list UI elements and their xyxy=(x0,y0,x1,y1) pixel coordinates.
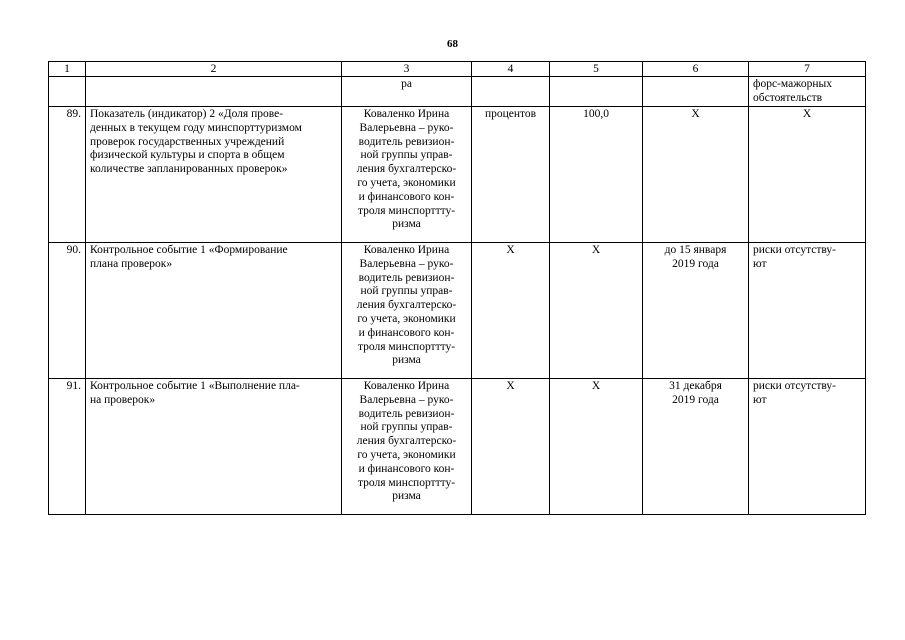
cont-cell-3: ра xyxy=(342,77,472,107)
col-header-2: 2 xyxy=(86,62,342,77)
responsible-person-cell xyxy=(342,243,472,379)
responsible-person-cell xyxy=(342,379,472,515)
row-number-cell: 90. xyxy=(49,243,86,379)
value-cell: X xyxy=(550,379,643,515)
risk-line: X xyxy=(802,108,812,120)
responsible-person-line: водитель ревизион- xyxy=(358,407,455,420)
col-header-4: 4 xyxy=(472,62,550,77)
deadline-line: 31 декабря xyxy=(669,380,722,392)
deadline-line: X xyxy=(691,108,700,120)
table-row xyxy=(49,379,866,515)
responsible-person-line: Коваленко Ирина xyxy=(363,380,450,392)
risk-line: риски отсутству- xyxy=(753,380,837,392)
responsible-person-line: и финансового кон- xyxy=(358,326,455,339)
indicator-name-cell xyxy=(86,107,342,243)
indicator-name-line: денных в текущем году минспорттуризмом xyxy=(90,121,302,134)
cont-cell-6 xyxy=(643,77,749,107)
indicator-name-line: Контрольное событие 1 «Выполнение пла- xyxy=(90,380,300,392)
col-header-7: 7 xyxy=(749,62,866,77)
risk-cell xyxy=(749,379,866,515)
col-header-3: 3 xyxy=(342,62,472,77)
responsible-person-line: водитель ревизион- xyxy=(358,271,455,284)
responsible-person-line: ления бухгалтерско- xyxy=(356,435,457,448)
deadline-line: до 15 января xyxy=(664,244,727,256)
column-number-row xyxy=(49,62,866,77)
responsible-person-line: ления бухгалтерско- xyxy=(356,299,457,312)
plan-table xyxy=(48,61,866,515)
deadline-cell xyxy=(643,379,749,515)
page-number: 68 xyxy=(447,38,458,50)
responsible-person-line: троля минспорттту- xyxy=(357,204,456,217)
responsible-person-line: го учета, экономики xyxy=(357,448,456,461)
deadline-line: 2019 года xyxy=(672,257,719,270)
deadline-cell xyxy=(643,107,749,243)
responsible-person-line: Коваленко Ирина xyxy=(363,108,450,120)
unit-cell: X xyxy=(472,243,550,379)
responsible-person-line: ризма xyxy=(392,354,421,367)
col-header-6: 6 xyxy=(643,62,749,77)
responsible-person-line: го учета, экономики xyxy=(357,176,456,189)
indicator-name-line: проверок государственных учреждений xyxy=(90,135,285,148)
responsible-person-line: Коваленко Ирина xyxy=(363,244,450,256)
responsible-person-line: ной группы управ- xyxy=(360,149,453,162)
responsible-person-line: ления бухгалтерско- xyxy=(356,163,457,176)
responsible-person-line: ризма xyxy=(392,218,421,231)
cont-cell-7-line: форс-мажорных xyxy=(753,78,832,90)
responsible-person-line: водитель ревизион- xyxy=(358,135,455,148)
unit-cell: процентов xyxy=(472,107,550,243)
cont-cell-7 xyxy=(749,77,866,107)
indicator-name-line: Контрольное событие 1 «Формирование xyxy=(90,244,288,256)
indicator-name-line: Показатель (индикатор) 2 «Доля прове- xyxy=(90,108,284,120)
responsible-person-line: ной группы управ- xyxy=(360,421,453,434)
responsible-person-cell xyxy=(342,107,472,243)
responsible-person-line: и финансового кон- xyxy=(358,462,455,475)
value-cell: 100,0 xyxy=(550,107,643,243)
responsible-person-line: го учета, экономики xyxy=(357,312,456,325)
indicator-name-cell xyxy=(86,243,342,379)
indicator-name-line: количестве запланированных проверок» xyxy=(90,163,288,176)
cont-cell-1 xyxy=(49,77,86,107)
responsible-person-line: Валерьевна – руко- xyxy=(359,393,454,406)
cont-cell-2 xyxy=(86,77,342,107)
table-row xyxy=(49,107,866,243)
value-cell: X xyxy=(550,243,643,379)
risk-line: риски отсутству- xyxy=(753,244,837,256)
risk-line: ют xyxy=(753,257,767,270)
responsible-person-line: троля минспорттту- xyxy=(357,340,456,353)
deadline-line: 2019 года xyxy=(672,393,719,406)
cont-cell-7-line: обстоятельств xyxy=(753,91,823,104)
responsible-person-line: Валерьевна – руко- xyxy=(359,257,454,270)
responsible-person-line: ризма xyxy=(392,490,421,503)
responsible-person-line: Валерьевна – руко- xyxy=(359,121,454,134)
table-row xyxy=(49,243,866,379)
responsible-person-line: ной группы управ- xyxy=(360,285,453,298)
col-header-1: 1 xyxy=(49,62,86,77)
risk-cell xyxy=(749,107,866,243)
responsible-person-line: и финансового кон- xyxy=(358,190,455,203)
cont-cell-5 xyxy=(550,77,643,107)
risk-line: ют xyxy=(753,393,767,406)
responsible-person-line: троля минспорттту- xyxy=(357,476,456,489)
row-number-cell: 91. xyxy=(49,379,86,515)
deadline-cell xyxy=(643,243,749,379)
col-header-5: 5 xyxy=(550,62,643,77)
indicator-name-line: физической культуры и спорта в общем xyxy=(90,149,285,162)
unit-cell: X xyxy=(472,379,550,515)
row-number-cell: 89. xyxy=(49,107,86,243)
indicator-name-cell xyxy=(86,379,342,515)
indicator-name-line: на проверок» xyxy=(90,393,156,406)
risk-cell xyxy=(749,243,866,379)
continuation-row xyxy=(49,77,866,107)
indicator-name-line: плана проверок» xyxy=(90,257,173,270)
cont-cell-4 xyxy=(472,77,550,107)
